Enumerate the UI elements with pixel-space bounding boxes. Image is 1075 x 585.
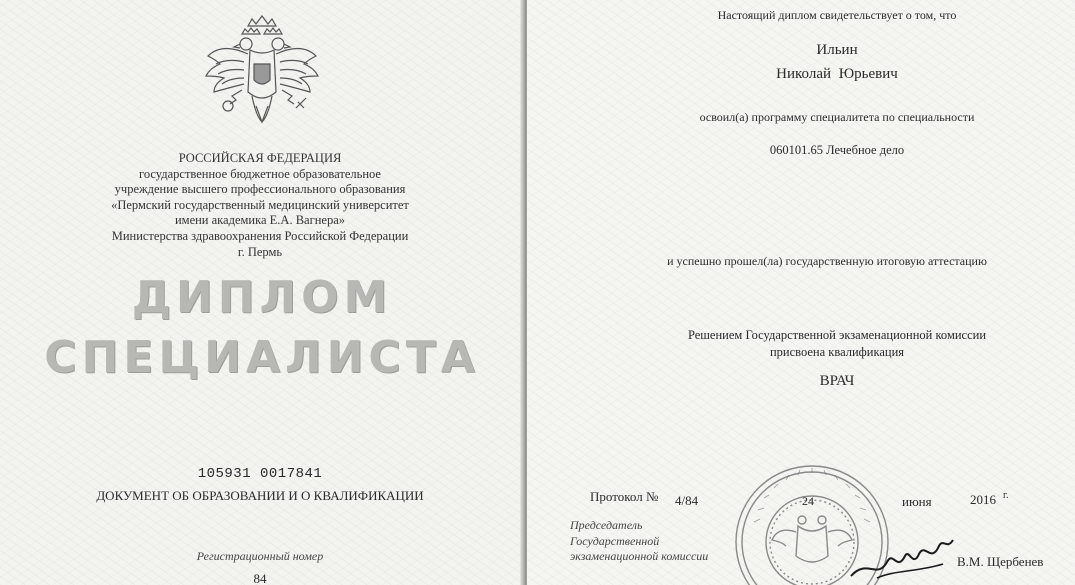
issuer-line: государственное бюджетное образовательное [139, 166, 381, 181]
diploma-cover-page [0, 0, 524, 585]
protocol-year: 2016 [970, 492, 996, 507]
commission-decision: Решением Государственной экзаменационной комиссии [687, 328, 987, 342]
protocol-number: 4/84 [675, 493, 699, 508]
intro-text: Настоящий диплом свидетельствует о том, что [717, 8, 957, 22]
serial-number: 105931 0017841 [197, 466, 323, 482]
issuer-line: учреждение высшего профессионального образования [114, 182, 406, 197]
coat-of-arms-icon [198, 12, 326, 136]
graduate-surname: Ильин [816, 42, 858, 58]
registration-label: Регистрационный номер [196, 549, 324, 563]
issuer-block [60, 151, 460, 260]
specialty: 060101.65 Лечебное дело [769, 143, 905, 157]
protocol-day: 24 [802, 494, 814, 508]
graduate-given-names: Николай Юрьевич [776, 66, 898, 82]
qualification: ВРАЧ [819, 373, 855, 389]
protocol-label: Протокол № [590, 489, 659, 504]
program-statement: освоил(а) программу специалитета по специальности [699, 110, 975, 124]
chair-title-line: Председатель [570, 518, 643, 532]
country-name: РОССИЙСКАЯ ФЕДЕРАЦИЯ [178, 151, 342, 165]
attestation-statement: и успешно прошел(ла) государственную итоговую аттестацию [667, 254, 987, 268]
diploma-content-page [527, 0, 1075, 585]
chair-name: В.М. Щербенев [957, 554, 1044, 569]
issuer-line: Министерства здравоохранения Российской Федерации [111, 228, 409, 243]
issuer-line: «Пермский государственный медицинский университет [111, 197, 409, 212]
chair-title [570, 518, 708, 565]
signature [847, 528, 957, 585]
diploma-title-line1: ДИПЛОМ [131, 272, 393, 323]
issuer-city: г. Пермь [237, 244, 283, 259]
registration-number: 84 [253, 571, 267, 585]
qualification-assigned-label: присвоена квалификация [769, 345, 905, 359]
protocol-year-suffix: г. [1003, 490, 1009, 501]
chair-title-line: Государственной [570, 533, 660, 548]
chair-title-line: экзаменационной комиссии [570, 549, 709, 563]
issuer-line: имени академика Е.А. Вагнера» [174, 213, 346, 228]
diploma-title-line2: СПЕЦИАЛИСТА [44, 332, 480, 383]
protocol-month: июня [902, 494, 932, 509]
document-kind: ДОКУМЕНТ ОБ ОБРАЗОВАНИИ И О КВАЛИФИКАЦИИ [96, 488, 424, 503]
